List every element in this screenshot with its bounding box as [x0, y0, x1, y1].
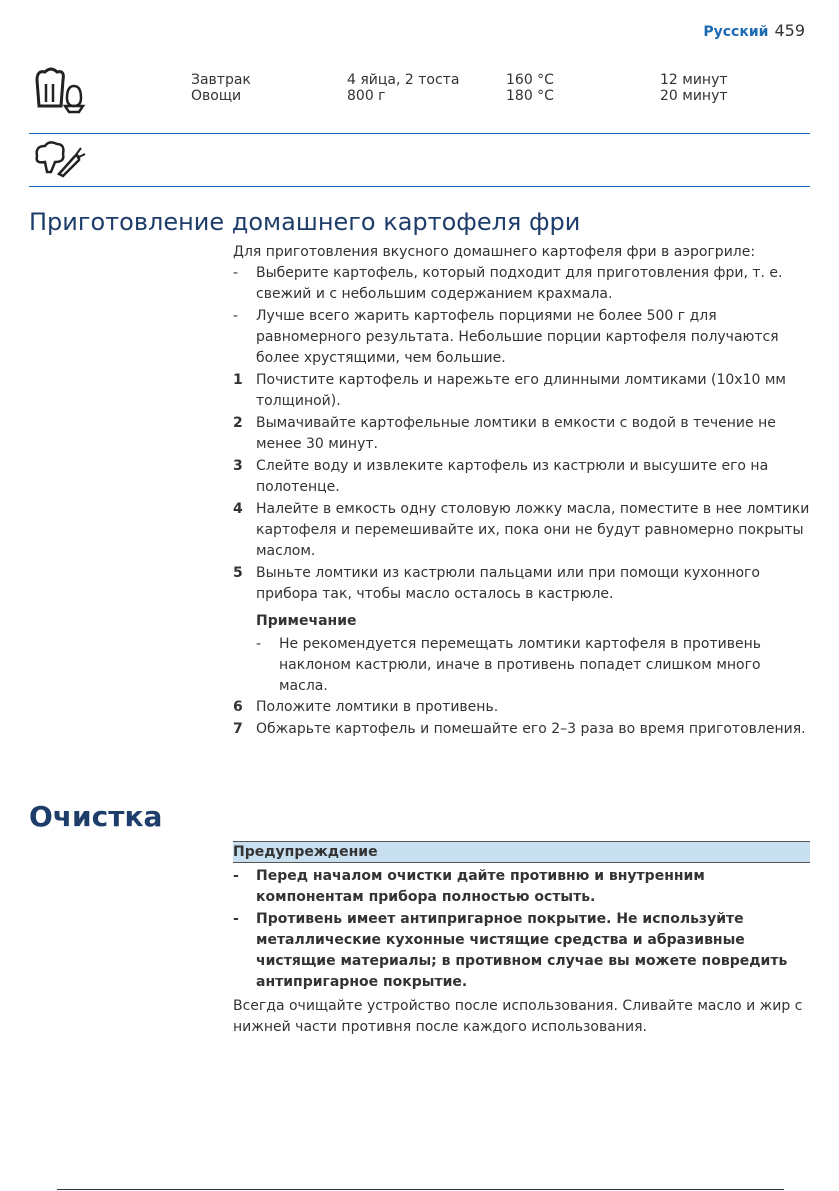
- table-row: [29, 88, 810, 187]
- step-item: 3 Слейте воду и извлеките картофель из кастрюли и высушите его на полотенце.: [233, 458, 769, 495]
- language-label: Русский: [703, 24, 769, 40]
- step-item: 7 Обжарьте картофель и помешайте его 2–3 раза во время приготовления.: [233, 721, 806, 737]
- warning-title: Предупреждение: [233, 841, 810, 863]
- page-number: 459: [774, 21, 805, 40]
- list-item: - Лучше всего жарить картофель порциями не более 500 г для равномерного результата. Небольшие порции картофеля получаются более хрустящими, чем большие.: [233, 308, 779, 366]
- food-amount: 4 яйца, 2 тоста: [347, 72, 460, 88]
- warning-item: - Перед началом очистки дайте противню и внутренним компонентам прибора полностью остыть.: [233, 868, 705, 905]
- section-heading-cleaning: Очистка: [29, 800, 163, 833]
- food-temperature: 180 °C: [506, 88, 554, 104]
- list-item: - Выберите картофель, который подходит для приготовления фри, т. е. свежий и с небольшим содержанием крахмала.: [233, 265, 783, 302]
- food-name: Овощи: [191, 88, 242, 104]
- food-time: 12 минут: [660, 72, 728, 88]
- warning-item: - Противень имеет антипригарное покрытие. Не используйте металлические кухонные чистящие средства и абразивные чистящие материалы; в противном случае вы можете повредить антипригарное покрытие.: [233, 911, 788, 990]
- food-time: 20 минут: [660, 88, 728, 104]
- section-heading-fries: Приготовление домашнего картофеля фри: [29, 208, 581, 236]
- footer-divider: [57, 1189, 784, 1190]
- cleaning-instructions: [233, 866, 811, 1038]
- step-item: 1 Почистите картофель и нарежьте его длинными ломтиками (10x10 мм толщиной).: [233, 372, 786, 409]
- cooking-table: [29, 52, 810, 187]
- step-item: 6 Положите ломтики в противень.: [233, 699, 499, 715]
- note-item: - Не рекомендуется перемещать ломтики картофеля в противень наклоном кастрюли, иначе в противень попадет слишком много масла.: [256, 636, 762, 694]
- step-item: 5 Выньте ломтики из кастрюли пальцами или при помощи кухонного прибора так, чтобы масло осталось в кастрюле.: [233, 565, 760, 602]
- note-title: Примечание: [256, 613, 357, 629]
- intro-text: Для приготовления вкусного домашнего картофеля фри в аэрогриле:: [233, 244, 756, 260]
- step-item: 4 Налейте в емкость одну столовую ложку масла, поместите в нее ломтики картофеля и перемешивайте их, пока они не будут равномерно покрыты маслом.: [233, 501, 810, 559]
- breakfast-icon: [29, 66, 87, 124]
- food-amount: 800 г: [347, 88, 386, 104]
- step-item: 2 Вымачивайте картофельные ломтики в емкости с водой в течение не менее 30 минут.: [233, 415, 776, 452]
- fries-instructions: [233, 242, 811, 741]
- food-temperature: 160 °C: [506, 72, 554, 88]
- cleaning-text: Всегда очищайте устройство после использования. Сливайте масло и жир с нижней части противня после каждого использования.: [233, 998, 803, 1035]
- food-name: Завтрак: [191, 72, 251, 88]
- page-header: [703, 21, 805, 40]
- vegetables-icon: [29, 138, 87, 182]
